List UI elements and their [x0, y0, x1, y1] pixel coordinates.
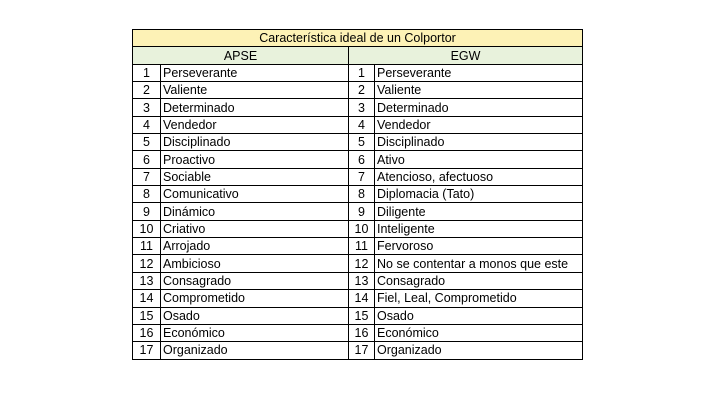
row-number-right[interactable]: 5: [349, 134, 375, 151]
egw-trait-cell[interactable]: Fervoroso: [375, 238, 583, 255]
row-number-left[interactable]: 17: [133, 342, 161, 359]
table-row: [133, 342, 583, 359]
apse-trait-cell[interactable]: Arrojado: [161, 238, 349, 255]
row-number-right[interactable]: 13: [349, 272, 375, 289]
egw-trait-cell[interactable]: Determinado: [375, 99, 583, 116]
row-number-right[interactable]: 7: [349, 168, 375, 185]
apse-trait-cell[interactable]: Económico: [161, 324, 349, 341]
characteristics-table: [132, 29, 583, 360]
row-number-left[interactable]: 10: [133, 220, 161, 237]
apse-trait-cell[interactable]: Comunicativo: [161, 186, 349, 203]
egw-trait-cell[interactable]: Consagrado: [375, 272, 583, 289]
row-number-right[interactable]: 9: [349, 203, 375, 220]
table-row: [133, 290, 583, 307]
egw-trait-cell[interactable]: No se contentar a monos que este: [375, 255, 583, 272]
row-number-right[interactable]: 1: [349, 64, 375, 81]
egw-trait-cell[interactable]: Perseverante: [375, 64, 583, 81]
table-row: [133, 203, 583, 220]
table-row: [133, 272, 583, 289]
table-body: [133, 30, 583, 360]
column-header-apse[interactable]: APSE: [133, 47, 349, 64]
table-row: [133, 82, 583, 99]
row-number-left[interactable]: 2: [133, 82, 161, 99]
table-row: [133, 324, 583, 341]
apse-trait-cell[interactable]: Perseverante: [161, 64, 349, 81]
apse-trait-cell[interactable]: Dinámico: [161, 203, 349, 220]
row-number-left[interactable]: 9: [133, 203, 161, 220]
row-number-right[interactable]: 11: [349, 238, 375, 255]
apse-trait-cell[interactable]: Disciplinado: [161, 134, 349, 151]
row-number-right[interactable]: 8: [349, 186, 375, 203]
row-number-right[interactable]: 12: [349, 255, 375, 272]
row-number-left[interactable]: 16: [133, 324, 161, 341]
apse-trait-cell[interactable]: Osado: [161, 307, 349, 324]
egw-trait-cell[interactable]: Valiente: [375, 82, 583, 99]
row-number-right[interactable]: 4: [349, 116, 375, 133]
row-number-right[interactable]: 6: [349, 151, 375, 168]
row-number-left[interactable]: 8: [133, 186, 161, 203]
apse-trait-cell[interactable]: Proactivo: [161, 151, 349, 168]
table-row: [133, 186, 583, 203]
row-number-right[interactable]: 2: [349, 82, 375, 99]
apse-trait-cell[interactable]: Valiente: [161, 82, 349, 99]
row-number-right[interactable]: 16: [349, 324, 375, 341]
row-number-right[interactable]: 15: [349, 307, 375, 324]
apse-trait-cell[interactable]: Sociable: [161, 168, 349, 185]
table-row: [133, 307, 583, 324]
table-row: [133, 151, 583, 168]
egw-trait-cell[interactable]: Organizado: [375, 342, 583, 359]
row-number-left[interactable]: 15: [133, 307, 161, 324]
row-number-left[interactable]: 6: [133, 151, 161, 168]
apse-trait-cell[interactable]: Comprometido: [161, 290, 349, 307]
title-row: [133, 30, 583, 47]
table-title[interactable]: Característica ideal de un Colportor: [133, 30, 583, 47]
table-row: [133, 99, 583, 116]
row-number-left[interactable]: 12: [133, 255, 161, 272]
row-number-right[interactable]: 10: [349, 220, 375, 237]
row-number-right[interactable]: 14: [349, 290, 375, 307]
row-number-right[interactable]: 17: [349, 342, 375, 359]
egw-trait-cell[interactable]: Disciplinado: [375, 134, 583, 151]
apse-trait-cell[interactable]: Determinado: [161, 99, 349, 116]
egw-trait-cell[interactable]: Fiel, Leal, Comprometido: [375, 290, 583, 307]
row-number-left[interactable]: 5: [133, 134, 161, 151]
table-row: [133, 238, 583, 255]
row-number-left[interactable]: 3: [133, 99, 161, 116]
row-number-left[interactable]: 11: [133, 238, 161, 255]
egw-trait-cell[interactable]: Económico: [375, 324, 583, 341]
row-number-right[interactable]: 3: [349, 99, 375, 116]
egw-trait-cell[interactable]: Diligente: [375, 203, 583, 220]
table-row: [133, 168, 583, 185]
egw-trait-cell[interactable]: Osado: [375, 307, 583, 324]
egw-trait-cell[interactable]: Ativo: [375, 151, 583, 168]
row-number-left[interactable]: 13: [133, 272, 161, 289]
apse-trait-cell[interactable]: Criativo: [161, 220, 349, 237]
apse-trait-cell[interactable]: Ambicioso: [161, 255, 349, 272]
table-row: [133, 220, 583, 237]
column-header-egw[interactable]: EGW: [349, 47, 583, 64]
egw-trait-cell[interactable]: Diplomacia (Tato): [375, 186, 583, 203]
row-number-left[interactable]: 7: [133, 168, 161, 185]
row-number-left[interactable]: 14: [133, 290, 161, 307]
apse-trait-cell[interactable]: Consagrado: [161, 272, 349, 289]
header-row: [133, 47, 583, 64]
apse-trait-cell[interactable]: Organizado: [161, 342, 349, 359]
egw-trait-cell[interactable]: Atencioso, afectuoso: [375, 168, 583, 185]
egw-trait-cell[interactable]: Inteligente: [375, 220, 583, 237]
table-row: [133, 134, 583, 151]
egw-trait-cell[interactable]: Vendedor: [375, 116, 583, 133]
row-number-left[interactable]: 1: [133, 64, 161, 81]
table-row: [133, 116, 583, 133]
table-row: [133, 255, 583, 272]
apse-trait-cell[interactable]: Vendedor: [161, 116, 349, 133]
table-row: [133, 64, 583, 81]
row-number-left[interactable]: 4: [133, 116, 161, 133]
